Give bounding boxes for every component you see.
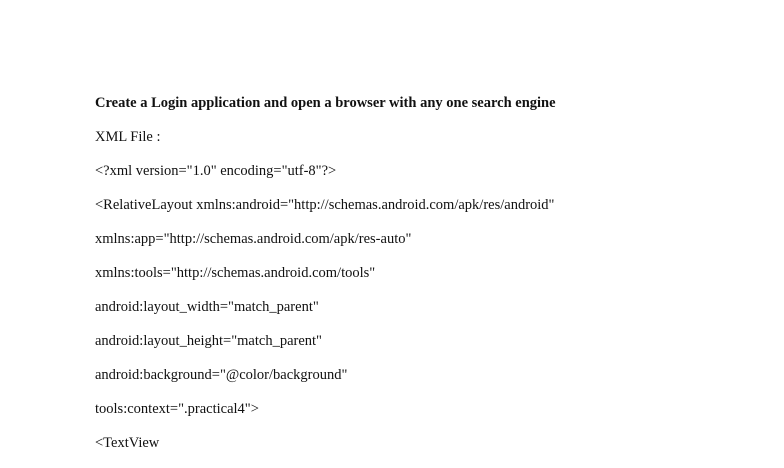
code-line-textview-open: <TextView	[95, 435, 160, 451]
code-line-background: android:background="@color/background"	[95, 367, 348, 383]
document-heading: Create a Login application and open a browser with any one search engine	[95, 95, 556, 111]
document-body	[95, 94, 745, 468]
code-line-xmlns-app: xmlns:app="http://schemas.android.com/apk/res-auto"	[95, 231, 412, 247]
code-line-relativelayout-open: <RelativeLayout xmlns:android="http://schemas.android.com/apk/res/android"	[95, 197, 555, 213]
code-line-layout-height: android:layout_height="match_parent"	[95, 333, 322, 349]
code-line-layout-width: android:layout_width="match_parent"	[95, 299, 319, 315]
code-line-xmlns-tools: xmlns:tools="http://schemas.android.com/tools"	[95, 265, 376, 281]
code-line-tools-context: tools:context=".practical4">	[95, 401, 259, 417]
xml-file-label: XML File :	[95, 129, 161, 145]
code-line-xml-declaration: <?xml version="1.0" encoding="utf-8"?>	[95, 163, 337, 179]
